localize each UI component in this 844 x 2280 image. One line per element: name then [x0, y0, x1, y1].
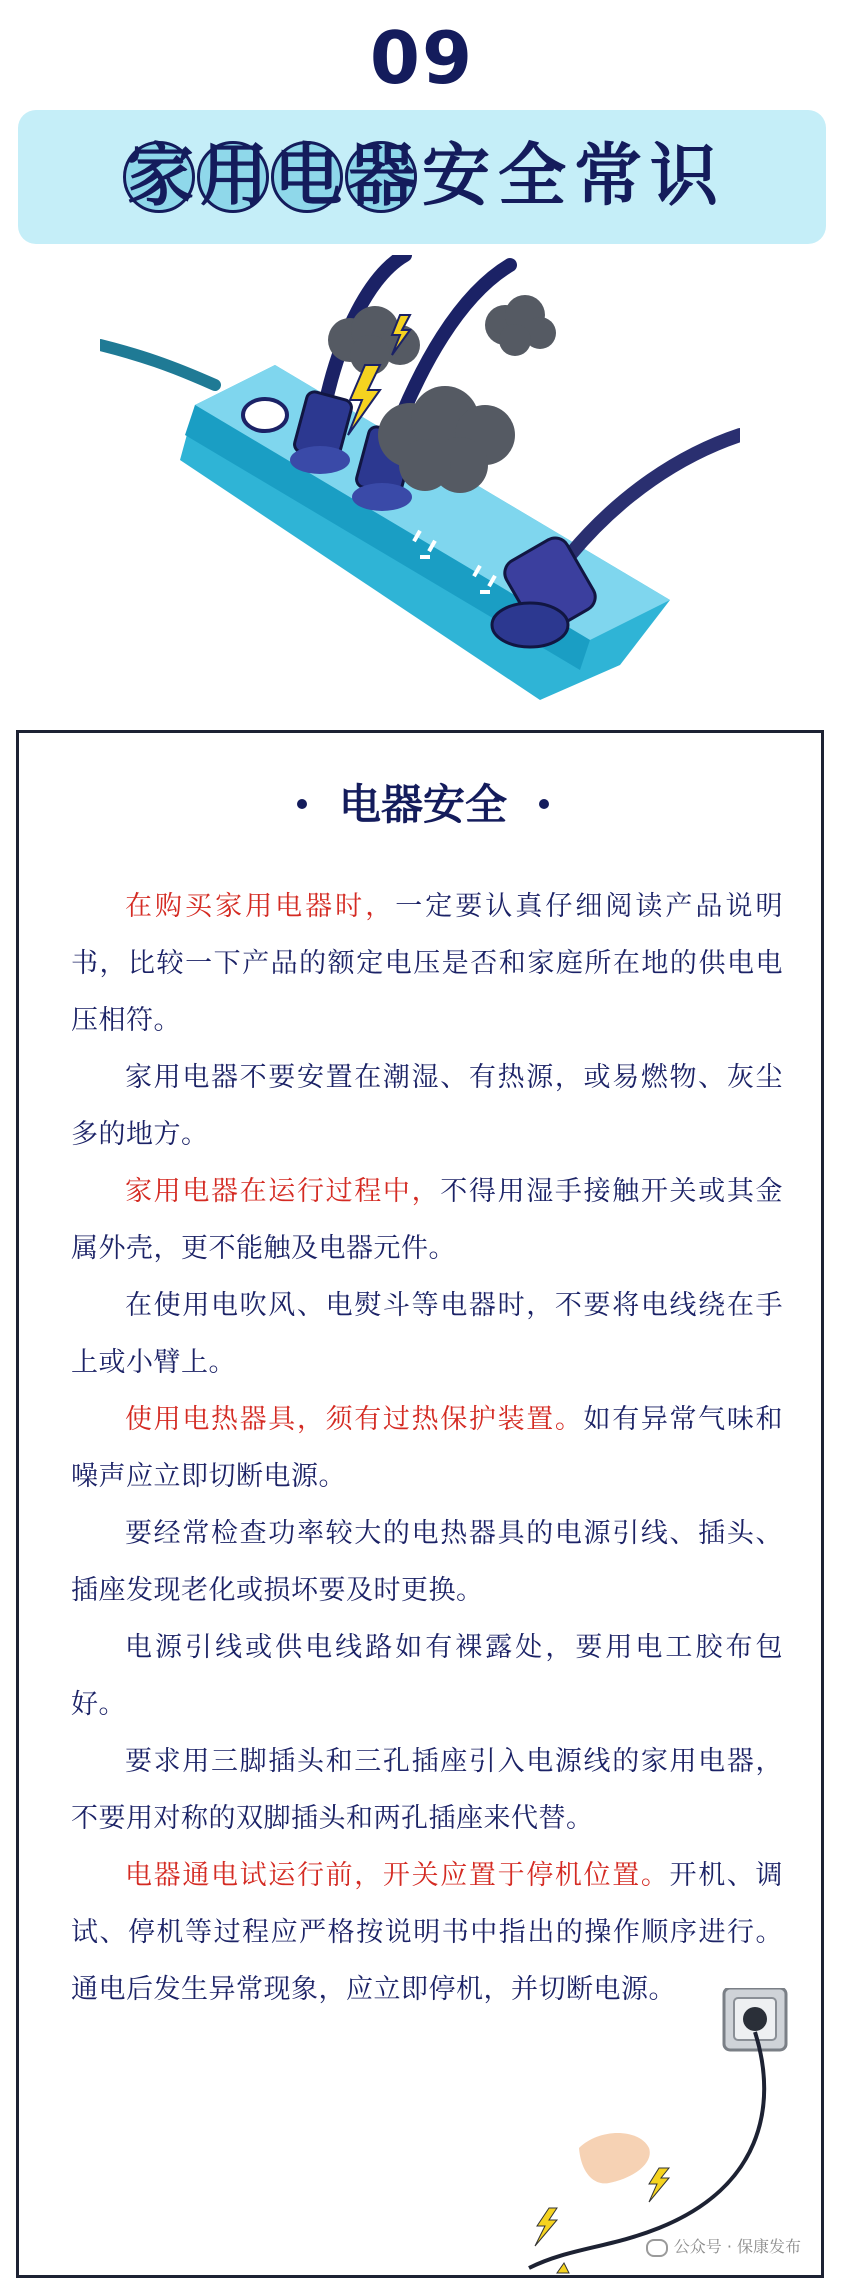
paragraph — [71, 1163, 783, 1277]
wechat-icon — [646, 2239, 668, 2257]
switch-button-icon — [243, 399, 287, 431]
paragraph-list — [71, 878, 783, 2018]
paragraph-text: 家用电器不要安置在潮湿、有热源，或易燃物、灰尘多的地方。 — [71, 1062, 783, 1150]
highlight-text: 电器通电试运行前，开关应置于停机位置。 — [125, 1860, 670, 1891]
paragraph — [71, 1733, 783, 1847]
paragraph — [71, 1391, 783, 1505]
paragraph-text: 开机、调试、停机等过程应严格按说明书中指出的操作顺序进行。通电后发生异常现象，应立即停机，并切断电源。 — [71, 1860, 784, 2005]
title-banner — [18, 110, 826, 244]
paragraph-text: 不得用湿手接触开关或其金属外壳，更不能触及电器元件。 — [71, 1176, 783, 1264]
paragraph — [71, 1505, 783, 1619]
bullet-dot-icon — [539, 799, 549, 809]
title-char: 安 — [421, 137, 490, 216]
paragraph-text: 要经常检查功率较大的电热器具的电源引线、插头、插座发现老化或损坏要及时更换。 — [71, 1518, 783, 1606]
watermark: 公众号 · 保康发布 — [646, 2234, 801, 2257]
paragraph-text: 在使用电吹风、电熨斗等电器时，不要将电线绕在手上或小臂上。 — [71, 1290, 783, 1378]
title-char: 用 — [197, 141, 269, 213]
paragraph-text: 如有异常气味和噪声应立即切断电源。 — [71, 1404, 784, 1492]
power-strip-illustration — [100, 255, 740, 725]
paragraph-text: 一定要认真仔细阅读产品说明书，比较一下产品的额定电压是否和家庭所在地的供电电压相符。 — [71, 891, 784, 1036]
title-char: 器 — [345, 141, 417, 213]
hand-icon — [579, 2133, 650, 2183]
title-char: 全 — [497, 137, 566, 216]
page-title — [18, 110, 826, 244]
title-char: 家 — [123, 141, 195, 213]
paragraph-text: 要求用三脚插头和三孔插座引入电源线的家用电器，不要用对称的双脚插头和两孔插座来代替。 — [71, 1746, 783, 1834]
paragraph — [71, 1277, 783, 1391]
paragraph — [71, 1049, 783, 1163]
bullet-dot-icon — [297, 799, 307, 809]
section-number: 09 — [369, 16, 475, 100]
title-char: 识 — [649, 137, 718, 216]
paragraph-text: 电源引线或供电线路如有裸露处，要用电工胶布包好。 — [71, 1632, 783, 1720]
paragraph — [71, 878, 783, 1049]
content-box — [16, 730, 824, 2278]
section-title: 电器安全 — [19, 775, 827, 835]
paragraph — [71, 1619, 783, 1733]
highlight-text: 使用电热器具，须有过热保护装置。 — [125, 1404, 584, 1435]
title-char: 电 — [271, 141, 343, 213]
highlight-text: 家用电器在运行过程中， — [125, 1176, 441, 1207]
title-char: 常 — [573, 137, 642, 216]
highlight-text: 在购买家用电器时， — [125, 891, 396, 922]
wall-socket-icon — [724, 1988, 786, 2050]
